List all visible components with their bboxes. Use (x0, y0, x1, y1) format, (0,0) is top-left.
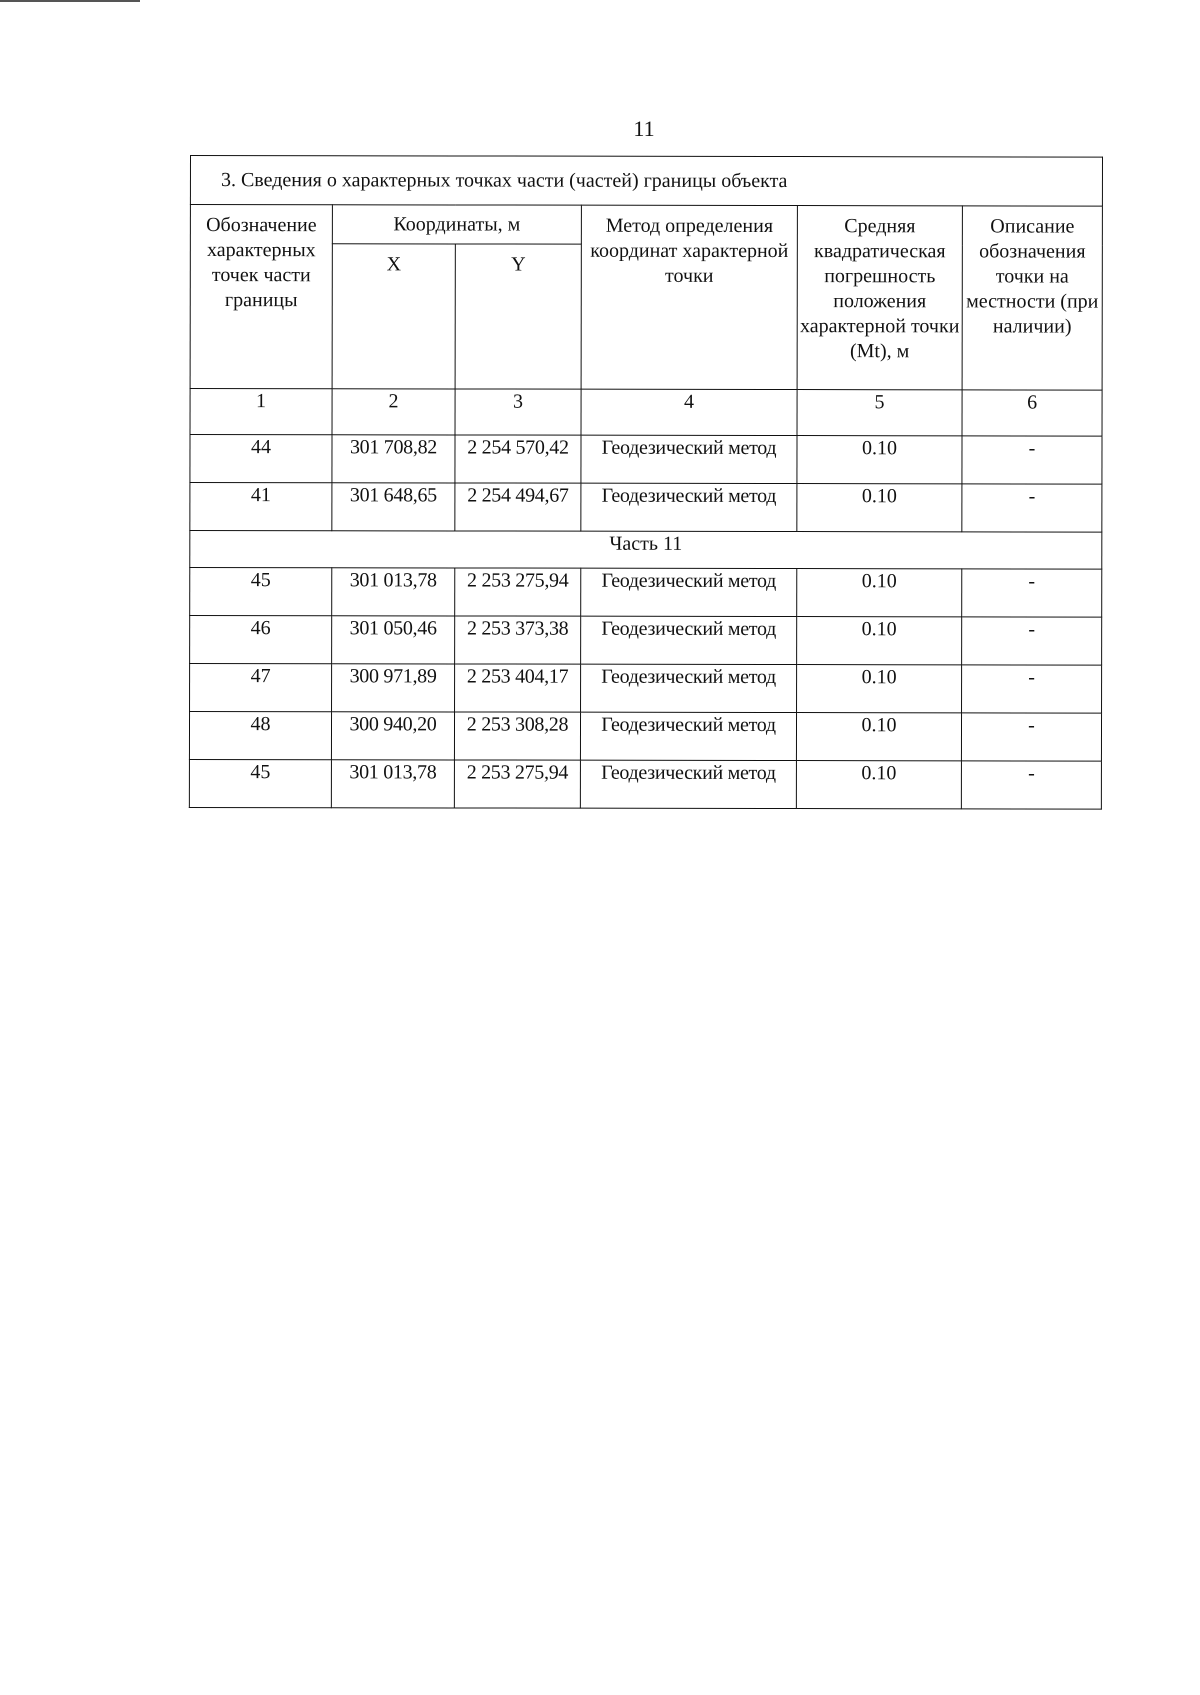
table-row (190, 664, 1102, 714)
x-coordinate-cell: 300 940,20 (331, 712, 454, 760)
error-cell: 0.10 (797, 569, 962, 617)
page-number: 11 (633, 116, 655, 141)
y-coordinate-cell: 2 253 373,38 (455, 616, 581, 664)
x-coordinate-cell: 301 050,46 (332, 616, 455, 664)
section-title: 3. Сведения о характерных точках части (частей) границы объекта (190, 156, 1102, 207)
header-designation: Обозначение характерных точек части границы (190, 205, 332, 389)
x-coordinate-cell: 301 013,78 (332, 568, 455, 616)
column-number: 5 (797, 390, 962, 436)
method-cell: Геодезический метод (581, 568, 797, 616)
error-cell: 0.10 (797, 484, 962, 532)
header-error: Средняя квадратическая погрешность положения характерной точки (Mt), м (797, 206, 962, 390)
error-cell: 0.10 (797, 665, 962, 713)
header-x: X (332, 244, 455, 389)
part-row (190, 531, 1102, 570)
method-cell: Геодезический метод (581, 616, 797, 664)
column-number: 2 (332, 389, 455, 435)
point-cell: 41 (190, 483, 332, 531)
description-cell: - (961, 713, 1101, 761)
method-cell: Геодезический метод (581, 435, 797, 483)
error-cell: 0.10 (796, 761, 961, 809)
column-number: 6 (962, 390, 1102, 436)
description-cell: - (962, 436, 1102, 484)
column-number: 4 (581, 389, 797, 435)
x-coordinate-cell: 301 013,78 (331, 760, 454, 808)
method-cell: Геодезический метод (581, 483, 797, 531)
point-cell: 45 (190, 568, 332, 616)
method-cell: Геодезический метод (580, 760, 796, 808)
y-coordinate-cell: 2 254 494,67 (455, 483, 581, 531)
point-cell: 47 (190, 664, 332, 712)
description-cell: - (962, 665, 1102, 713)
point-cell: 48 (189, 712, 331, 760)
error-cell: 0.10 (797, 617, 962, 665)
header-y: Y (455, 244, 581, 389)
x-coordinate-cell: 301 648,65 (332, 483, 455, 531)
error-cell: 0.10 (796, 713, 961, 761)
header-coordinates: Координаты, м (332, 205, 581, 244)
error-cell: 0.10 (797, 436, 962, 484)
point-cell: 46 (190, 616, 332, 664)
y-coordinate-cell: 2 253 308,28 (454, 712, 580, 760)
description-cell: - (962, 617, 1102, 665)
table-row (190, 568, 1102, 618)
description-cell: - (961, 761, 1101, 809)
y-coordinate-cell: 2 253 275,94 (454, 760, 580, 808)
points-table (189, 155, 1103, 810)
table-row (190, 616, 1102, 666)
header-description: Описание обозначения точки на местности (при наличии) (962, 206, 1102, 390)
part-label: Часть 11 (190, 531, 1102, 570)
x-coordinate-cell: 301 708,82 (332, 435, 455, 483)
table-row (190, 483, 1102, 533)
description-cell: - (962, 569, 1102, 617)
description-cell: - (962, 484, 1102, 532)
scan-edge (0, 0, 140, 2)
table-row (189, 759, 1101, 809)
y-coordinate-cell: 2 253 275,94 (455, 568, 581, 616)
column-number: 3 (455, 389, 581, 435)
method-cell: Геодезический метод (581, 664, 797, 712)
point-cell: 44 (190, 435, 332, 483)
table-row (190, 435, 1102, 485)
points-table-container (189, 155, 1102, 810)
table-row (189, 712, 1101, 762)
header-method: Метод определения координат характерной точки (581, 205, 797, 389)
y-coordinate-cell: 2 253 404,17 (455, 664, 581, 712)
point-cell: 45 (189, 759, 331, 807)
y-coordinate-cell: 2 254 570,42 (455, 435, 581, 483)
column-number: 1 (190, 389, 332, 435)
x-coordinate-cell: 300 971,89 (332, 664, 455, 712)
method-cell: Геодезический метод (580, 712, 796, 760)
